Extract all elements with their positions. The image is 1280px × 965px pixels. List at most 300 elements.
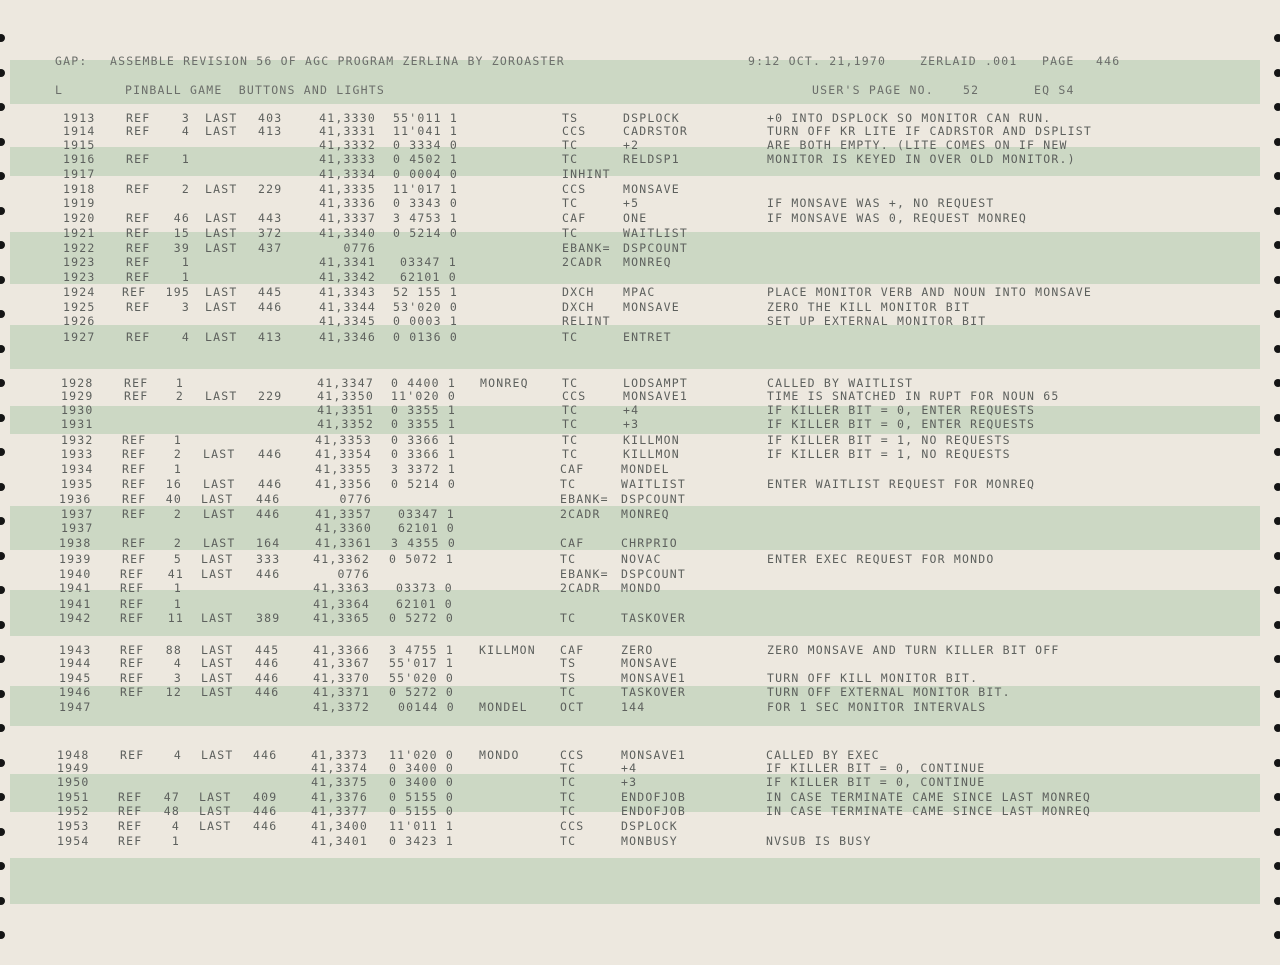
last-tag: LAST [201,643,234,657]
ref-tag: REF [122,507,147,521]
ref-count: 1 [173,581,182,595]
line-number: 1943 [59,643,92,657]
listing-line [0,403,1280,417]
ref-count: 1 [181,255,190,269]
last-tag: LAST [205,389,238,403]
opcode: 2CADR [562,255,603,269]
line-number: 1933 [61,447,94,461]
operand: +2 [623,138,640,152]
ref-count: 40 [165,492,182,506]
ref-count: 1 [175,376,184,390]
ref-count: 3 [181,111,190,125]
last-line: 446 [258,477,283,491]
ref-tag: REF [120,567,145,581]
comment: IF KILLER BIT = 0, CONTINUE [766,761,986,775]
line-number: 1939 [59,552,92,566]
ref-tag: REF [126,300,151,314]
octal-word: 3 4355 0 [391,536,456,550]
opcode: TC [560,804,577,818]
listing-line [0,270,1280,284]
comment: IF KILLER BIT = 1, NO REQUESTS [767,447,1011,461]
comment: IF KILLER BIT = 1, NO REQUESTS [767,433,1011,447]
ref-count: 1 [181,270,190,284]
ref-count: 88 [165,643,182,657]
ref-count: 1 [181,152,190,166]
line-number: 1948 [57,748,90,762]
right-feed-hole [1274,931,1280,939]
operand: +4 [621,761,638,775]
address: 0776 [343,241,376,255]
ref-count: 195 [165,285,190,299]
page-label: PAGE [1042,54,1075,68]
ref-tag: REF [126,211,151,225]
symbol-label: MONDO [479,748,520,762]
listing-line [0,462,1280,476]
address: 41,3353 [315,433,372,447]
opcode: TS [560,656,577,670]
octal-word: 0 4502 1 [393,152,458,166]
ref-tag: REF [126,124,151,138]
line-number: 1949 [57,761,90,775]
octal-word: 0 5155 0 [389,790,454,804]
address: 41,3334 [319,167,376,181]
last-line: 403 [258,111,283,125]
last-tag: LAST [201,656,234,670]
line-number: 1915 [63,138,96,152]
octal-word: 0 3366 1 [391,433,456,447]
operand: MONDO [621,581,662,595]
listing-line [0,241,1280,255]
last-line: 446 [258,447,283,461]
operand: MONSAVE [623,182,680,196]
last-tag: LAST [205,285,238,299]
comment: CALLED BY WAITLIST [767,376,914,390]
address: 41,3352 [317,417,374,431]
right-feed-hole [1274,897,1280,905]
octal-word: 0 3355 1 [391,417,456,431]
octal-word: 0 3400 0 [389,761,454,775]
octal-word: 11'017 1 [393,182,458,196]
ref-tag: REF [120,656,145,670]
operand: +3 [621,775,638,789]
section-title: PINBALL GAME BUTTONS AND LIGHTS [125,83,385,97]
comment: IF MONSAVE WAS 0, REQUEST MONREQ [767,211,1027,225]
address: 41,3355 [315,462,372,476]
ref-tag: REF [120,685,145,699]
line-number: 1930 [61,403,94,417]
opcode: CCS [562,124,587,138]
comment: SET UP EXTERNAL MONITOR BIT [767,314,987,328]
address: 41,3360 [315,521,372,535]
left-feed-hole [0,34,5,42]
octal-word: 0 5272 0 [389,611,454,625]
opcode: RELINT [562,314,611,328]
octal-word: 00144 0 [398,700,455,714]
ref-count: 4 [173,748,182,762]
comment: ARE BOTH EMPTY. (LITE COMES ON IF NEW [767,138,1068,152]
octal-word: 0 3343 0 [393,196,458,210]
last-tag: LAST [201,492,234,506]
opcode: CCS [562,389,587,403]
last-line: 446 [253,819,278,833]
line-number: 1924 [63,285,96,299]
ref-count: 39 [173,241,190,255]
last-line: 372 [258,226,283,240]
operand: MONREQ [623,255,672,269]
ref-tag: REF [122,285,147,299]
opcode: TC [562,403,579,417]
comment: IF KILLER BIT = 0, ENTER REQUESTS [767,403,1036,417]
ref-count: 2 [181,182,190,196]
listing-line [0,521,1280,535]
last-line: 446 [256,567,281,581]
operand: WAITLIST [623,226,688,240]
listing-line [0,196,1280,210]
listing-line [0,685,1280,699]
line-number: 1941 [59,581,92,595]
octal-word: 62101 0 [398,521,455,535]
ref-tag: REF [126,270,151,284]
opcode: TC [560,477,577,491]
listing-line [0,376,1280,390]
address: 0776 [339,492,372,506]
line-number: 1941 [59,597,92,611]
opcode: TC [562,417,579,431]
octal-word: 3 4753 1 [393,211,458,225]
opcode: TC [562,330,579,344]
operand: MONSAVE [621,656,678,670]
listing-line [0,643,1280,657]
comment: IF MONSAVE WAS +, NO REQUEST [767,196,995,210]
operand: ONE [623,211,648,225]
opcode: CAF [560,536,585,550]
operand: DSPLOCK [623,111,680,125]
listing-subheader [0,83,1280,97]
last-line: 437 [258,241,283,255]
line-number: 1923 [63,255,96,269]
listing-line [0,330,1280,344]
address: 41,3357 [315,507,372,521]
line-number: 1922 [63,241,96,255]
ref-tag: REF [120,671,145,685]
octal-word: 0 3400 0 [389,775,454,789]
line-number: 1953 [57,819,90,833]
comment: IF KILLER BIT = 0, ENTER REQUESTS [767,417,1036,431]
address: 41,3345 [319,314,376,328]
opcode: INHINT [562,167,611,181]
listing-line [0,552,1280,566]
comment: MONITOR IS KEYED IN OVER OLD MONITOR.) [767,152,1076,166]
last-line: 446 [258,300,283,314]
operand: LODSAMPT [623,376,688,390]
operand: WAITLIST [621,477,686,491]
ref-tag: REF [118,790,143,804]
opcode: DXCH [562,300,595,314]
octal-word: 0 5072 1 [389,552,454,566]
opcode: TC [560,775,577,789]
last-tag: LAST [199,790,232,804]
ref-tag: REF [120,611,145,625]
right-feed-hole [1274,724,1280,732]
octal-word: 0 5214 0 [391,477,456,491]
octal-word: 0 5155 0 [389,804,454,818]
ref-count: 15 [173,226,190,240]
last-line: 333 [256,552,281,566]
ref-count: 11 [167,611,184,625]
address: 41,3376 [311,790,368,804]
address: 41,3350 [317,389,374,403]
ref-count: 41 [167,567,184,581]
line-number: 1934 [61,462,94,476]
octal-word: 62101 0 [400,270,457,284]
last-tag: LAST [205,330,238,344]
opcode: EBANK= [560,567,609,581]
ref-count: 4 [181,124,190,138]
last-line: 229 [258,389,283,403]
comment: ZERO THE KILL MONITOR BIT [767,300,971,314]
ref-tag: REF [122,477,147,491]
octal-word: 03347 1 [398,507,455,521]
line-number: 1937 [61,507,94,521]
ref-count: 1 [173,433,182,447]
ref-tag: REF [118,804,143,818]
address: 41,3361 [315,536,372,550]
line-mark: L [55,83,64,97]
opcode: EBANK= [560,492,609,506]
address: 41,3365 [313,611,370,625]
listing-line [0,656,1280,670]
address: 41,3367 [313,656,370,670]
address: 41,3362 [313,552,370,566]
ref-count: 12 [165,685,182,699]
line-number: 1944 [59,656,92,670]
ref-count: 4 [181,330,190,344]
address: 41,3340 [319,226,376,240]
operand: 144 [621,700,646,714]
octal-word: 0 0003 1 [393,314,458,328]
opcode: CAF [560,462,585,476]
comment: ENTER WAITLIST REQUEST FOR MONREQ [767,477,1036,491]
operand: MPAC [623,285,656,299]
octal-word: 0 0004 0 [393,167,458,181]
right-feed-hole [1274,69,1280,77]
comment: ENTER EXEC REQUEST FOR MONDO [767,552,995,566]
address: 41,3375 [311,775,368,789]
address: 41,3341 [319,255,376,269]
left-feed-hole [0,897,5,905]
operand: MONSAVE1 [621,748,686,762]
last-line: 446 [255,671,280,685]
octal-word: 3 3372 1 [391,462,456,476]
ref-tag: REF [124,389,149,403]
assembly-title: ASSEMBLE REVISION 56 OF AGC PROGRAM ZERLINA BY ZOROASTER [110,54,565,68]
line-number: 1951 [57,790,90,804]
operand: DSPLOCK [621,819,678,833]
ref-tag: REF [122,447,147,461]
symbol-label: MONREQ [480,376,529,390]
opcode: TC [562,138,579,152]
operand: DSPCOUNT [621,567,686,581]
octal-word: 0 3334 0 [393,138,458,152]
opcode: CCS [560,748,585,762]
octal-word: 0 0136 0 [393,330,458,344]
address: 41,3371 [313,685,370,699]
operand: ENDOFJOB [621,804,686,818]
last-tag: LAST [201,552,234,566]
listing-line [0,314,1280,328]
comment: ZERO MONSAVE AND TURN KILLER BIT OFF [767,643,1060,657]
ref-tag: REF [120,597,145,611]
line-number: 1913 [63,111,96,125]
operand: DSPCOUNT [621,492,686,506]
operand: DSPCOUNT [623,241,688,255]
address: 41,3342 [319,270,376,284]
octal-word: 55'020 0 [389,671,454,685]
opcode: TC [560,685,577,699]
last-tag: LAST [205,182,238,196]
operand: TASKOVER [621,685,686,699]
last-tag: LAST [203,536,236,550]
opcode: TC [560,834,577,848]
comment: TURN OFF EXTERNAL MONITOR BIT. [767,685,1011,699]
line-number: 1916 [63,152,96,166]
operand: CADRSTOR [623,124,688,138]
last-tag: LAST [205,226,238,240]
line-number: 1921 [63,226,96,240]
ref-count: 5 [173,552,182,566]
line-number: 1914 [63,124,96,138]
ref-tag: REF [120,748,145,762]
ref-tag: REF [126,152,151,166]
ref-tag: REF [122,492,147,506]
operand: ENTRET [623,330,672,344]
right-feed-hole [1274,103,1280,111]
ref-count: 2 [173,447,182,461]
green-bar [10,858,1260,904]
symbol-label: MONDEL [479,700,528,714]
address: 0776 [337,567,370,581]
address: 41,3364 [313,597,370,611]
address: 41,3336 [319,196,376,210]
listing-line [0,492,1280,506]
ref-tag: REF [120,581,145,595]
last-line: 413 [258,330,283,344]
line-number: 1946 [59,685,92,699]
last-line: 445 [258,285,283,299]
comment: TIME IS SNATCHED IN RUPT FOR NOUN 65 [767,389,1060,403]
octal-word: 11'011 1 [389,819,454,833]
left-feed-hole [0,931,5,939]
ref-count: 4 [171,819,180,833]
ref-count: 1 [173,462,182,476]
operand: CHRPRIO [621,536,678,550]
operand: KILLMON [623,433,680,447]
opcode: 2CADR [560,507,601,521]
ref-tag: REF [126,241,151,255]
opcode: TS [560,671,577,685]
ref-count: 2 [173,536,182,550]
last-line: 445 [255,643,280,657]
comment: TURN OFF KILL MONITOR BIT. [767,671,979,685]
line-number: 1954 [57,834,90,848]
address: 41,3366 [313,643,370,657]
ref-tag: REF [126,182,151,196]
line-number: 1952 [57,804,90,818]
listing-line [0,211,1280,225]
last-tag: LAST [199,804,232,818]
operand: KILLMON [623,447,680,461]
address: 41,3373 [311,748,368,762]
listing-line [0,775,1280,789]
address: 41,3344 [319,300,376,314]
gap-tag: GAP: [55,54,88,68]
comment: PLACE MONITOR VERB AND NOUN INTO MONSAVE [767,285,1092,299]
address: 41,3351 [317,403,374,417]
opcode: TC [562,376,579,390]
listing-line [0,226,1280,240]
listing-line [0,819,1280,833]
listing-line [0,748,1280,762]
line-number: 1929 [61,389,94,403]
listing-line [0,790,1280,804]
opcode: TC [562,433,579,447]
octal-word: 53'020 0 [393,300,458,314]
last-tag: LAST [205,124,238,138]
page-number: 446 [1096,54,1121,68]
last-tag: LAST [205,241,238,255]
line-number: 1919 [63,196,96,210]
address: 41,3331 [319,124,376,138]
line-number: 1928 [61,376,94,390]
last-tag: LAST [201,567,234,581]
octal-word: 55'011 1 [393,111,458,125]
ref-tag: REF [122,433,147,447]
ref-count: 48 [163,804,180,818]
comment: IN CASE TERMINATE CAME SINCE LAST MONREQ [766,804,1091,818]
ref-tag: REF [124,376,149,390]
ref-count: 2 [175,389,184,403]
opcode: CAF [562,211,587,225]
address: 41,3337 [319,211,376,225]
ref-tag: REF [120,643,145,657]
ref-tag: REF [118,819,143,833]
address: 41,3332 [319,138,376,152]
eq-tag: EQ S4 [1034,83,1075,97]
operand: MONSAVE1 [623,389,688,403]
opcode: CCS [562,182,587,196]
ref-count: 47 [163,790,180,804]
address: 41,3400 [311,819,368,833]
listing-line [0,167,1280,181]
address: 41,3335 [319,182,376,196]
opcode: CCS [560,819,585,833]
listing-line [0,285,1280,299]
ref-tag: REF [126,255,151,269]
octal-word: 0 5214 0 [393,226,458,240]
line-number: 1950 [57,775,90,789]
ref-tag: REF [126,111,151,125]
ref-tag: REF [126,330,151,344]
line-number: 1947 [59,700,92,714]
octal-word: 11'020 0 [391,389,456,403]
opcode: TC [562,196,579,210]
address: 41,3354 [315,447,372,461]
line-number: 1923 [63,270,96,284]
comment: CALLED BY EXEC [766,748,880,762]
octal-word: 0 3423 1 [389,834,454,848]
line-number: 1932 [61,433,94,447]
job-name: ZERLAID .001 [920,54,1018,68]
